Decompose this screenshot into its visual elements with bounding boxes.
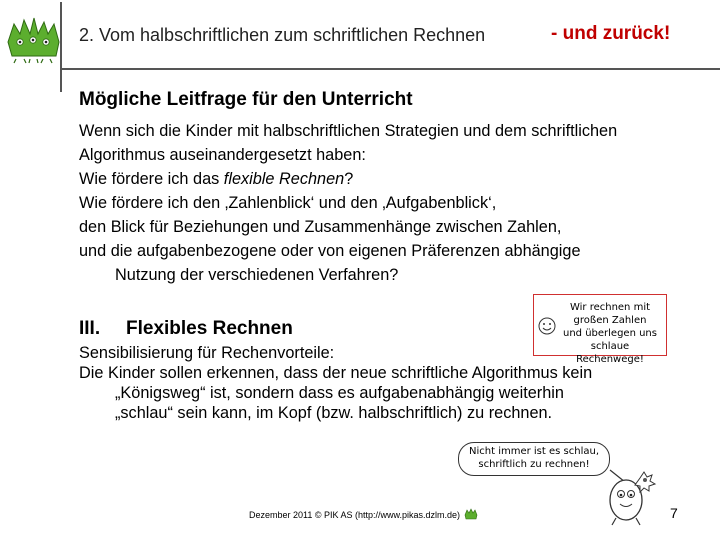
header-vertical-rule bbox=[60, 2, 62, 92]
text-line: den Blick für Beziehungen und Zusammenhänge zwischen Zahlen, bbox=[79, 218, 562, 236]
speech-line: schlaue Rechenwege! bbox=[576, 341, 644, 365]
text-fragment: Wie fördere ich das bbox=[79, 170, 224, 188]
character-icon bbox=[596, 458, 660, 533]
text-line: Sensibilisierung für Rechenvorteile: bbox=[79, 344, 335, 362]
speech-text bbox=[459, 443, 609, 471]
speech-line: schriftlich zu rechnen! bbox=[478, 459, 590, 470]
text-line: Wie fördere ich den ‚Zahlenblick‘ und den ‚Aufgabenblick‘, bbox=[79, 194, 497, 212]
pikas-logo-icon bbox=[4, 12, 62, 64]
text-line: Wenn sich die Kinder mit halbschriftlichen Strategien und dem schriftlichen bbox=[79, 122, 618, 140]
text-fragment: ? bbox=[344, 170, 354, 188]
speech-line: großen Zahlen bbox=[573, 315, 647, 326]
illustration-top bbox=[533, 294, 667, 365]
speech-line: und überlegen uns bbox=[563, 328, 657, 339]
footer-text: Dezember 2011 © PIK AS (http://www.pikas.dzlm.de) bbox=[249, 510, 461, 520]
page-number: 7 bbox=[670, 505, 678, 521]
text-line: Die Kinder sollen erkennen, dass der neue schriftliche Algorithmus kein bbox=[79, 364, 593, 382]
header-horizontal-rule bbox=[60, 68, 720, 70]
part-heading bbox=[79, 318, 293, 340]
footer-logo-icon bbox=[464, 507, 478, 526]
speech-text bbox=[556, 301, 664, 366]
part-title: Flexibles Rechnen bbox=[126, 318, 293, 339]
text-line-indented: Nutzung der verschiedenen Verfahren? bbox=[115, 266, 399, 284]
text-line-indented: „Königsweg“ ist, sondern dass es aufgabenabhängig weiterhin bbox=[115, 384, 564, 402]
speech-line: Wir rechnen mit bbox=[569, 302, 651, 313]
part-numeral: III. bbox=[79, 318, 101, 339]
speech-line: Nicht immer ist es schlau, bbox=[469, 446, 599, 457]
text-line: Algorithmus auseinandergesetzt haben: bbox=[79, 146, 366, 164]
guiding-question-block bbox=[79, 119, 617, 287]
smiley-icon bbox=[538, 317, 556, 340]
text-line bbox=[79, 167, 617, 191]
section-heading: Mögliche Leitfrage für den Unterricht bbox=[79, 89, 413, 110]
speech-bubble bbox=[458, 442, 610, 476]
page-title: 2. Vom halbschriftlichen zum schriftlichen Rechnen bbox=[79, 25, 486, 45]
italic-emphasis: flexible Rechnen bbox=[223, 170, 345, 188]
text-line: und die aufgabenbezogene oder von eigenen Präferenzen abhängige bbox=[79, 242, 581, 260]
title-accent: - und zurück! bbox=[551, 23, 671, 44]
part-body bbox=[79, 343, 592, 423]
text-line-indented: „schlau“ sein kann, im Kopf (bzw. halbschriftlich) zu rechnen. bbox=[115, 404, 553, 422]
